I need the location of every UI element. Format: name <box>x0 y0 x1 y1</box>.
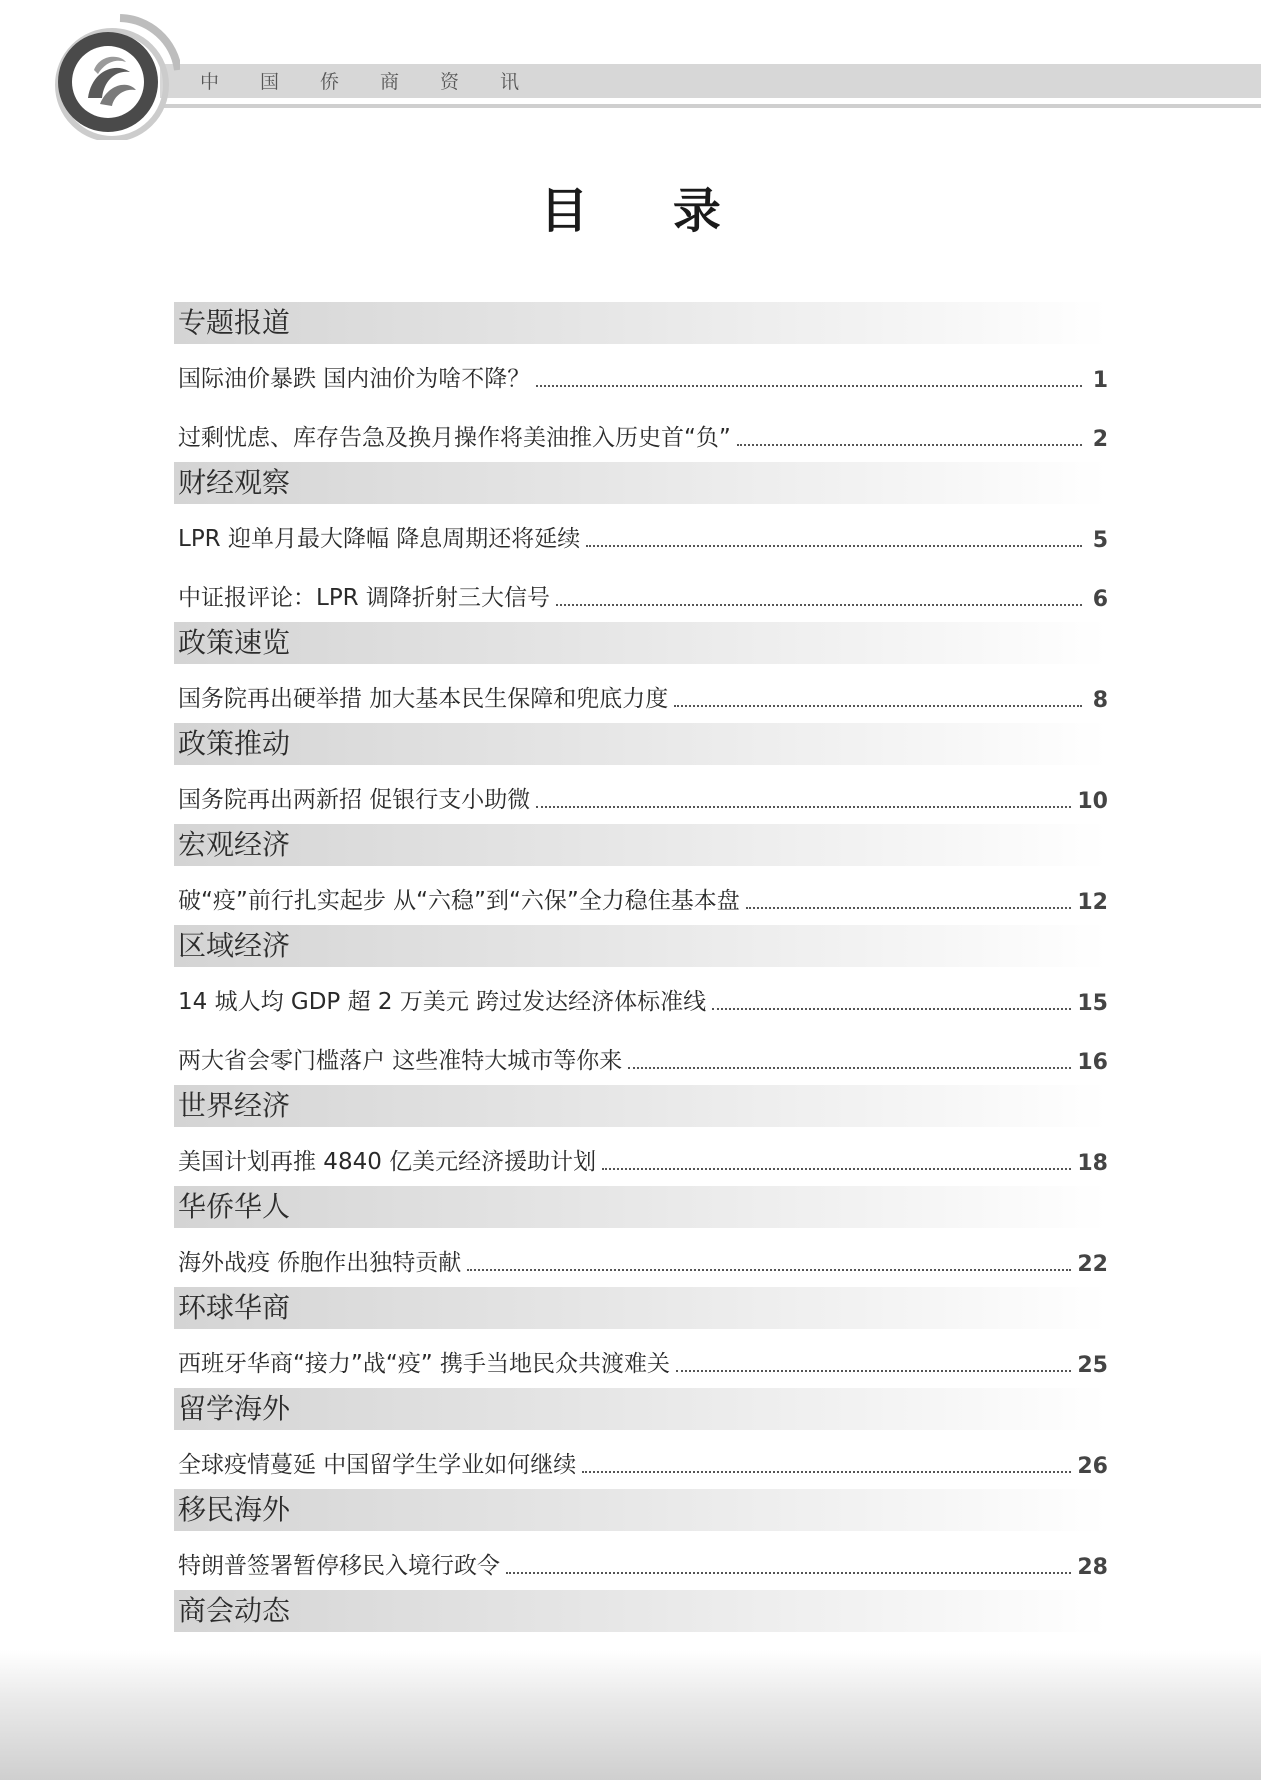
header-title-char: 中 <box>200 71 220 93</box>
dot-leader <box>506 1572 1071 1574</box>
dot-leader <box>582 1471 1071 1473</box>
dot-leader <box>712 1008 1071 1010</box>
toc-entry-title: 国务院再出硬举措 加大基本民生保障和兜底力度 <box>178 686 669 712</box>
section-heading: 环球华商 <box>174 1287 1108 1329</box>
toc-entry[interactable] <box>174 563 1108 622</box>
section-heading: 政策推动 <box>174 723 1108 765</box>
toc-entry[interactable] <box>174 1430 1108 1489</box>
dot-leader <box>676 1370 1071 1372</box>
toc-entry[interactable] <box>174 344 1108 403</box>
toc-entry-title: 国务院再出两新招 促银行支小助微 <box>178 787 531 813</box>
dot-leader <box>628 1067 1071 1069</box>
toc-entry-title: LPR 迎单月最大降幅 降息周期还将延续 <box>178 526 581 552</box>
dot-leader <box>586 545 1082 547</box>
header-title <box>200 70 560 94</box>
header-title-char: 讯 <box>500 71 520 93</box>
toc-entry-page: 8 <box>1092 688 1108 713</box>
toc-entry-title: 两大省会零门槛落户 这些准特大城市等你来 <box>178 1048 623 1074</box>
toc-entry[interactable] <box>174 403 1108 462</box>
header-rule <box>160 104 1261 108</box>
toc-entry-title: 全球疫情蔓延 中国留学生学业如何继续 <box>178 1452 577 1478</box>
section-heading: 华侨华人 <box>174 1186 1108 1228</box>
header-title-char: 商 <box>380 71 400 93</box>
toc-entry-page: 18 <box>1077 1151 1108 1176</box>
toc-entry-page: 6 <box>1092 587 1108 612</box>
section-heading: 商会动态 <box>174 1590 1108 1632</box>
toc-entry[interactable] <box>174 1127 1108 1186</box>
toc-entry-page: 28 <box>1077 1555 1108 1580</box>
toc-entry-title: 海外战疫 侨胞作出独特贡献 <box>178 1250 462 1276</box>
toc-entry[interactable] <box>174 866 1108 925</box>
footer-gradient <box>0 1650 1261 1780</box>
toc-entry-title: 14 城人均 GDP 超 2 万美元 跨过发达经济体标准线 <box>178 989 707 1015</box>
dot-leader <box>737 444 1082 446</box>
toc-entry-title: 特朗普签署暂停移民入境行政令 <box>178 1553 500 1579</box>
toc-entry[interactable] <box>174 504 1108 563</box>
toc-entry[interactable] <box>174 1329 1108 1388</box>
section-heading: 区域经济 <box>174 925 1108 967</box>
toc-entry[interactable] <box>174 1228 1108 1287</box>
toc-entry-title: 中证报评论：LPR 调降折射三大信号 <box>178 585 550 611</box>
toc-entry[interactable] <box>174 1026 1108 1085</box>
toc-entry-title: 国际油价暴跌 国内油价为啥不降？ <box>178 366 531 392</box>
organization-logo <box>50 10 180 140</box>
toc-entry-page: 5 <box>1092 528 1108 553</box>
toc-entry-title: 西班牙华商“接力”战“疫” 携手当地民众共渡难关 <box>178 1351 670 1377</box>
toc-entry[interactable] <box>174 664 1108 723</box>
toc-entry-page: 26 <box>1077 1454 1108 1479</box>
section-heading: 移民海外 <box>174 1489 1108 1531</box>
toc-entry-page: 10 <box>1077 789 1108 814</box>
table-of-contents <box>174 302 1108 1691</box>
toc-entry-page: 2 <box>1092 427 1108 452</box>
section-heading: 世界经济 <box>174 1085 1108 1127</box>
dot-leader <box>746 907 1072 909</box>
toc-entry-title: 破“疫”前行扎实起步 从“六稳”到“六保”全力稳住基本盘 <box>178 888 740 914</box>
dot-leader <box>536 806 1071 808</box>
toc-entry-page: 16 <box>1077 1050 1108 1075</box>
dot-leader <box>467 1269 1071 1271</box>
toc-entry[interactable] <box>174 765 1108 824</box>
toc-entry-page: 12 <box>1077 890 1108 915</box>
page-title: 目 录 <box>540 183 755 239</box>
header-title-char: 侨 <box>320 71 340 93</box>
dot-leader <box>674 705 1082 707</box>
toc-entry-title: 美国计划再推 4840 亿美元经济援助计划 <box>178 1149 597 1175</box>
section-heading: 宏观经济 <box>174 824 1108 866</box>
header-title-char: 资 <box>440 71 460 93</box>
toc-entry-page: 25 <box>1077 1353 1108 1378</box>
toc-entry[interactable] <box>174 1531 1108 1590</box>
dot-leader <box>536 385 1082 387</box>
section-heading: 政策速览 <box>174 622 1108 664</box>
dot-leader <box>556 604 1082 606</box>
section-heading: 留学海外 <box>174 1388 1108 1430</box>
section-heading: 专题报道 <box>174 302 1108 344</box>
header-title-char: 国 <box>260 71 280 93</box>
toc-entry-page: 1 <box>1092 368 1108 393</box>
toc-entry-page: 15 <box>1077 991 1108 1016</box>
dot-leader <box>602 1168 1071 1170</box>
toc-entry[interactable] <box>174 967 1108 1026</box>
toc-entry-title: 过剩忧虑、库存告急及换月操作将美油推入历史首“负” <box>178 425 731 451</box>
toc-entry-page: 22 <box>1077 1252 1108 1277</box>
section-heading: 财经观察 <box>174 462 1108 504</box>
